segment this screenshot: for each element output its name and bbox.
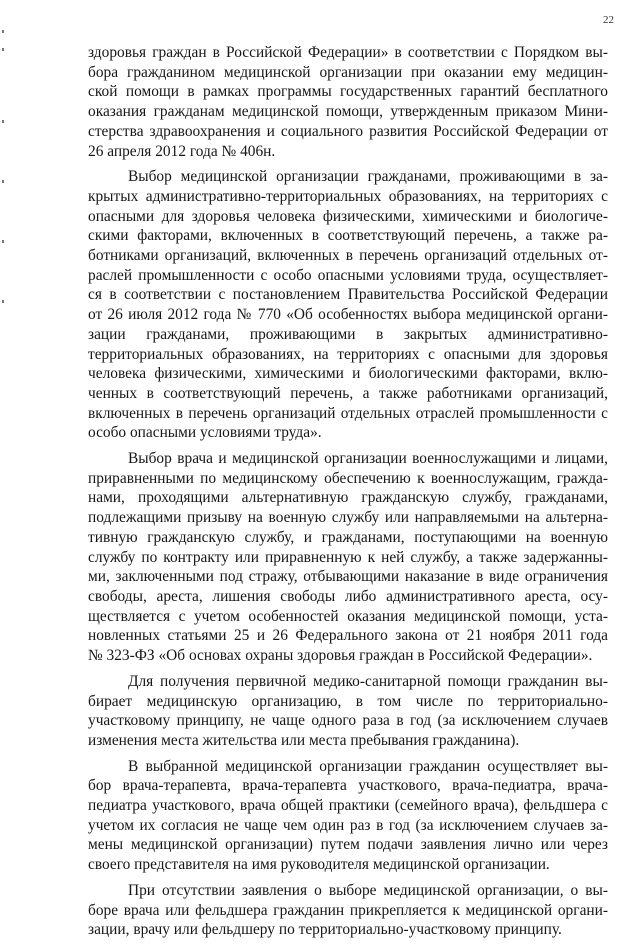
scan-margin-marks: [2, 30, 10, 310]
paragraph-line: человека физическими, химическими и биологическими факторами, вклю-: [88, 365, 608, 383]
paragraph-line: бора гражданином медицинской организации при оказании ему медицин-: [88, 63, 608, 81]
paragraph-line: стерства здравоохранения и социального развития Российской Федерации от: [88, 122, 608, 140]
paragraph-line: нами, проходящими альтернативную гражданскую службу, гражданами,: [88, 489, 608, 507]
paragraph-line: зации гражданами, проживающими в закрытых административно-: [88, 325, 608, 343]
paragraph-line: учетом их согласия не чаще чем один раз в год (за исключением случаев за-: [88, 816, 608, 834]
paragraph: [88, 449, 608, 666]
document-body: [88, 43, 608, 946]
paragraph-line: бирает медицинскую организацию, в том числе по территориально-: [88, 692, 608, 710]
paragraph-line: боре врача или фельдшера гражданин прикрепляется к медицинской органи-: [88, 901, 608, 919]
paragraph: [88, 43, 608, 161]
paragraph: [88, 167, 608, 443]
paragraph-line: раслей промышленности с особо опасными условиями труда, осуществляет-: [88, 266, 608, 284]
paragraph: [88, 672, 608, 751]
paragraph-line: ской помощи в рамках программы государственных гарантий бесплатного: [88, 83, 608, 101]
paragraph: [88, 881, 608, 940]
paragraph-line: 26 апреля 2012 года № 406н.: [88, 142, 276, 160]
paragraph-line: участковому принципу, не чаще одного раза в год (за исключением случаев: [88, 712, 608, 730]
paragraph-line: подлежащими призыву на военную службу или направляемыми на альтерна-: [88, 509, 608, 527]
paragraph-line: новленных статьями 25 и 26 Федерального закона от 21 ноября 2011 года: [88, 627, 608, 645]
paragraph-line: При отсутствии заявления о выборе медицинской организации, о вы-: [128, 881, 608, 899]
paragraph-line: педиатра участкового, врача общей практики (семейного врача), фельдшера с: [88, 797, 608, 815]
paragraph-line: Для получения первичной медико-санитарной помощи гражданин вы-: [128, 672, 608, 690]
paragraph-line: ботниками организаций, включенных в перечень организаций отдельных от-: [88, 247, 608, 265]
paragraph-line: мены медицинской организации) путем подачи заявления лично или через: [88, 836, 608, 854]
paragraph-line: тивную гражданскую службу, и гражданами, поступающими на военную: [88, 528, 608, 546]
paragraph-line: особо опасными условиями труда».: [88, 424, 322, 442]
paragraph-line: от 26 июля 2012 года № 770 «Об особенностях выбора медицинской органи-: [88, 306, 608, 324]
paragraph-line: оказания гражданам медицинской помощи, утвержденным приказом Мини-: [88, 103, 608, 121]
paragraph-line: опасными для здоровья человека физическими, химическими и биологиче-: [88, 207, 608, 225]
paragraph-line: изменения места жительства или места пребывания гражданина).: [88, 731, 520, 749]
paragraph-line: Выбор медицинской организации гражданами, проживающими в за-: [128, 168, 608, 186]
paragraph-line: приравненными по медицинскому обеспечению к военнослужащим, гражда-: [88, 469, 608, 487]
paragraph: [88, 757, 608, 875]
paragraph-line: здоровья граждан в Российской Федерации» в соответствии с Порядком вы-: [88, 44, 608, 61]
paragraph-line: территориальных образованиях, на территориях с опасными для здоровья: [88, 345, 608, 363]
paragraph-line: ченных в соответствующий перечень, а также работниками организаций,: [88, 384, 608, 402]
page-number: 22: [603, 14, 614, 26]
paragraph-line: крытых административно-территориальных образованиях, на территориях с: [88, 187, 608, 205]
paragraph-line: ся в соответствии с постановлением Правительства Российской Федерации: [88, 286, 608, 304]
paragraph-line: бор врача-терапевта, врача-терапевта участкового, врача-педиатра, врача-: [88, 777, 608, 795]
paragraph-line: В выбранной медицинской организации гражданин осуществляет вы-: [128, 757, 608, 775]
paragraph-line: включенных в перечень организаций отдельных отраслей промышленности с: [88, 404, 608, 422]
paragraph-line: зации, врачу или фельдшеру по территориально-участковому принципу.: [88, 921, 562, 939]
paragraph-line: скими факторами, включенных в соответствующий перечень, а также ра-: [88, 227, 608, 245]
paragraph-line: № 323-ФЗ «Об основах охраны здоровья граждан в Российской Федерации».: [88, 647, 593, 665]
paragraph-line: ществляется с учетом особенностей оказания медицинской помощи, уста-: [88, 607, 608, 625]
paragraph-line: службу по контракту или приравненную к ней службу, а также задержанны-: [88, 548, 608, 566]
paragraph-line: ми, заключенными под стражу, отбывающими наказание в виде ограничения: [88, 568, 608, 586]
paragraph-line: свободы, ареста, лишения свободы либо административного ареста, осу-: [88, 587, 608, 605]
paragraph-line: своего представителя на имя руководителя медицинской организации.: [88, 856, 550, 874]
paragraph-line: Выбор врача и медицинской организации военнослужащими и лицами,: [128, 450, 608, 468]
